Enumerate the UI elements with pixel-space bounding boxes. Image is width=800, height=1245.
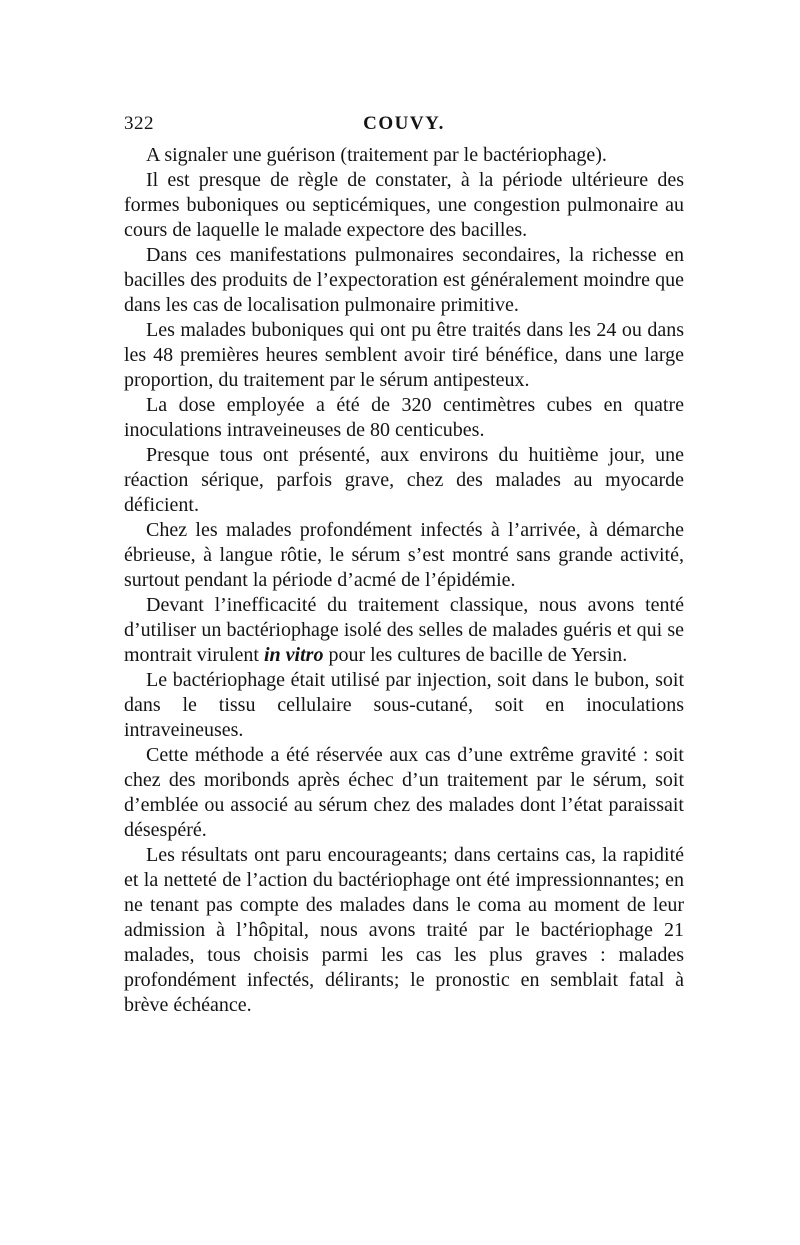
paragraph: Les résultats ont paru encourageants; dans certains cas, la rapidité et la netteté de l’action du bactériophage ont été impressionnantes; en ne tenant pas compte des malades dans le coma au moment de leur admission à l’hôpital, nous avons traité par le bactériophage 21 malades, tous choisis parmi les cas les plus graves : malades profondément infectés, délirants; le pronostic en semblait fatal à brève échéance. [124,844,684,1016]
italic-phrase: in vitro [263,644,324,666]
paragraph: Dans ces manifestations pulmonaires secondaires, la richesse en bacilles des produits de l’expectoration est généralement moindre que dans les cas de localisation pulmonaire primitive. [124,244,684,316]
paragraph: Il est presque de règle de constater, à la période ultérieure des formes buboniques ou septicémiques, une congestion pulmonaire au cours de laquelle le malade expectore des bacilles. [124,169,684,241]
document-page [124,113,684,1018]
paragraph: A signaler une guérison (traitement par le bactériophage). [146,144,607,166]
paragraph-text: Devant l’inefficacité du traitement classique, nous avons tenté d’utiliser un bactériophage isolé des selles de malades guéris et qui se montrait virulent [124,594,684,666]
paragraph: Presque tous ont présenté, aux environs du huitième jour, une réaction sérique, parfois grave, chez des malades au myocarde déficient. [124,444,684,516]
paragraph: Les malades buboniques qui ont pu être traités dans les 24 ou dans les 48 premières heures semblent avoir tiré bénéfice, dans une large proportion, du traitement par le sérum antipesteux. [124,319,684,391]
page-number: 322 [124,113,154,134]
paragraph-text: pour les cultures de bacille de Yersin. [323,644,628,666]
paragraph [124,593,684,668]
paragraph: Cette méthode a été réservée aux cas d’une extrême gravité : soit chez des moribonds après échec d’un traitement par le sérum, soit d’emblée ou associé au sérum chez des malades dont l’état paraissait désespéré. [124,744,684,841]
running-head: COUVY. [363,113,445,134]
paragraph: Chez les malades profondément infectés à l’arrivée, à démarche ébrieuse, à langue rôtie, le sérum s’est montré sans grande activité, surtout pendant la période d’acmé de l’épidémie. [124,519,684,591]
page-header [124,113,684,143]
body-text [124,143,684,1018]
paragraph: La dose employée a été de 320 centimètres cubes en quatre inoculations intraveineuses de 80 centicubes. [124,394,684,441]
paragraph: Le bactériophage était utilisé par injection, soit dans le bubon, soit dans le tissu cellulaire sous-cutané, soit en inoculations intraveineuses. [124,669,684,741]
